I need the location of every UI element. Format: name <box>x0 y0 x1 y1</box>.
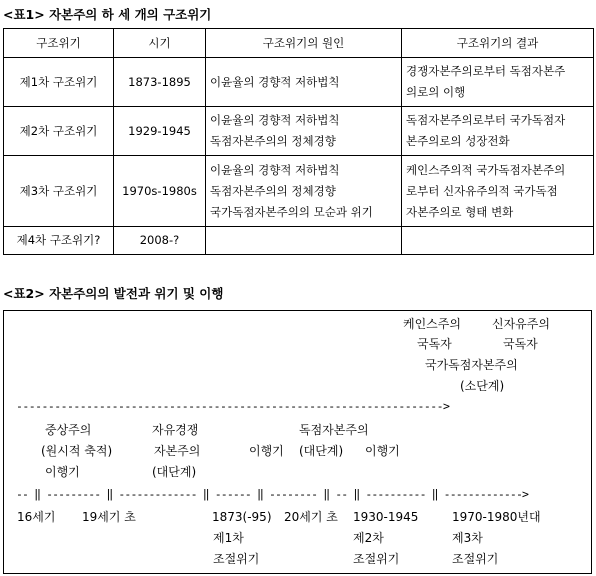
label-transition-1: 이행기 <box>45 465 80 479</box>
label-1873: 1873(-95) <box>212 510 272 524</box>
table-row <box>4 156 594 227</box>
cause-cell: 이윤율의 경향적 저하법칙 독점자본주의의 정체경향 <box>206 107 402 156</box>
cause-cell: 이윤율의 경향적 저하법칙 <box>206 58 402 107</box>
crisis-cell: 제4차 구조위기? <box>4 227 114 255</box>
label-free-competition: 자유경쟁 <box>152 423 199 437</box>
result-cell: 경쟁자본주의로부터 독점자본주 의로의 이행 <box>402 58 594 107</box>
label-first: 제1차 <box>213 531 244 545</box>
label-regulation-crisis-1: 조절위기 <box>213 552 260 566</box>
table-row <box>4 227 594 255</box>
label-1970-1980s: 1970-1980년대 <box>452 510 541 524</box>
label-mercantilism: 중상주의 <box>45 423 92 437</box>
label-primitive-accumulation: (원시적 축적) <box>41 444 113 458</box>
table1-title: <표1> 자본주의 하 세 개의 구조위기 <box>3 7 212 22</box>
header-cause: 구조위기의 원인 <box>206 29 402 58</box>
label-regulation-crisis-3: 조절위기 <box>452 552 499 566</box>
result-cell: 독점자본주의로부터 국가독점자 본주의로의 성장전화 <box>402 107 594 156</box>
label-1930-1945: 1930-1945 <box>353 510 419 524</box>
result-cell: 케인스주의적 국가독점자본주의 로부터 신자유주의적 국가독점 자본주의로 형태 변화 <box>402 156 594 227</box>
label-state-monopoly-right: 국독자 <box>503 337 538 351</box>
header-result: 구조위기의 결과 <box>402 29 594 58</box>
crisis-cell: 제1차 구조위기 <box>4 58 114 107</box>
label-second: 제2차 <box>353 531 384 545</box>
label-early-20th-century: 20세기 초 <box>284 510 338 524</box>
label-sub-stage: (소단계) <box>460 379 505 393</box>
structural-crisis-table <box>3 28 594 255</box>
label-transition-2: 이행기 <box>249 444 284 458</box>
label-state-monopoly-capitalism: 국가독점자본주의 <box>425 358 518 372</box>
label-transition-3: 이행기 <box>365 444 400 458</box>
label-third: 제3차 <box>452 531 483 545</box>
cause-cell: 이윤율의 경향적 저하법칙 독점자본주의의 정체경향 국가독점자본주의의 모순과 위기 <box>206 156 402 227</box>
period-cell: 1970s-1980s <box>114 156 206 227</box>
crisis-cell: 제2차 구조위기 <box>4 107 114 156</box>
label-neoliberalism: 신자유주의 <box>492 317 550 331</box>
label-capitalism: 자본주의 <box>154 444 201 458</box>
header-crisis: 구조위기 <box>4 29 114 58</box>
table2-title: <표2> 자본주의의 발전과 위기 및 이행 <box>3 286 224 301</box>
label-monopoly-capitalism: 독점자본주의 <box>299 423 369 437</box>
label-state-monopoly-left: 국독자 <box>417 337 452 351</box>
label-16th-century: 16세기 <box>17 510 56 524</box>
label-big-stage-2: (대단계) <box>299 444 344 458</box>
label-regulation-crisis-2: 조절위기 <box>353 552 400 566</box>
result-cell <box>402 227 594 255</box>
label-keynesianism: 케인스주의 <box>403 317 461 331</box>
crisis-cell: 제3차 구조위기 <box>4 156 114 227</box>
period-cell: 1873-1895 <box>114 58 206 107</box>
timeline-arrow-lower: -- ‖ --------- ‖ ------------- ‖ ------ ‖ -------- ‖ -- ‖ ---------- ‖ -------------> <box>16 487 529 501</box>
label-early-19th-century: 19세기 초 <box>82 510 136 524</box>
timeline-arrow-upper: -------------------------------------------------------------------> <box>16 399 450 413</box>
period-cell: 2008-? <box>114 227 206 255</box>
header-period: 시기 <box>114 29 206 58</box>
table-header-row <box>4 29 594 58</box>
period-cell: 1929-1945 <box>114 107 206 156</box>
label-big-stage-1: (대단계) <box>152 465 197 479</box>
table-row <box>4 58 594 107</box>
cause-cell <box>206 227 402 255</box>
table-row <box>4 107 594 156</box>
